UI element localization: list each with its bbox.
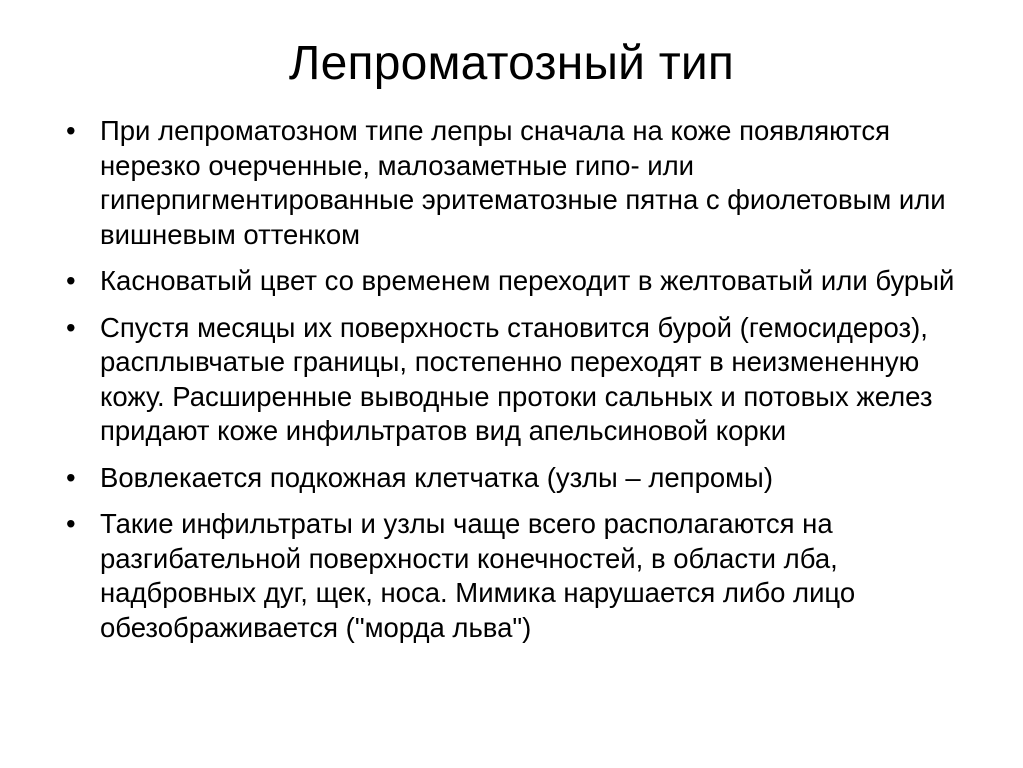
slide-title: Лепроматозный тип: [288, 37, 735, 90]
bullet-dot-icon: •: [66, 508, 76, 539]
bullet-text: Спустя месяцы их поверхность становится бурой (гемосидероз), расплывчатые границы, постепенно переходят в неизмененную кожу. Расширенные выводные протоки сальных и потовых желез придают коже инфильтратов вид апельсиновой корки: [100, 311, 933, 446]
bullet-item: [60, 114, 980, 252]
bullet-dot-icon: •: [66, 115, 76, 146]
bullet-dot-icon: •: [66, 265, 76, 296]
bullet-dot-icon: •: [66, 461, 76, 493]
bullet-text: При лепроматозном типе лепры сначала на коже появляются нерезко очерченные, малозаметные гипо- или гиперпигментированные эритематозные пятна с фиолетовым или вишневым оттенком: [100, 115, 946, 250]
bullet-item: [60, 311, 980, 449]
bullet-dot-icon: •: [66, 311, 76, 343]
bullet-item: [60, 507, 980, 645]
bullet-text: Такие инфильтраты и узлы чаще всего располагаются на разгибательной поверхности конечностей, в области лба, надбровных дуг, щек, носа. Мимика нарушается либо лицо обезображивается ("морда льва"): [100, 508, 856, 643]
bullet-list: [60, 114, 980, 657]
bullet-text: Касноватый цвет со временем переходит в желтоватый или бурый: [100, 265, 955, 296]
bullet-item: [60, 461, 980, 496]
bullet-text: Вовлекается подкожная клетчатка (узлы – лепромы): [100, 461, 773, 493]
bullet-item: [60, 264, 980, 299]
